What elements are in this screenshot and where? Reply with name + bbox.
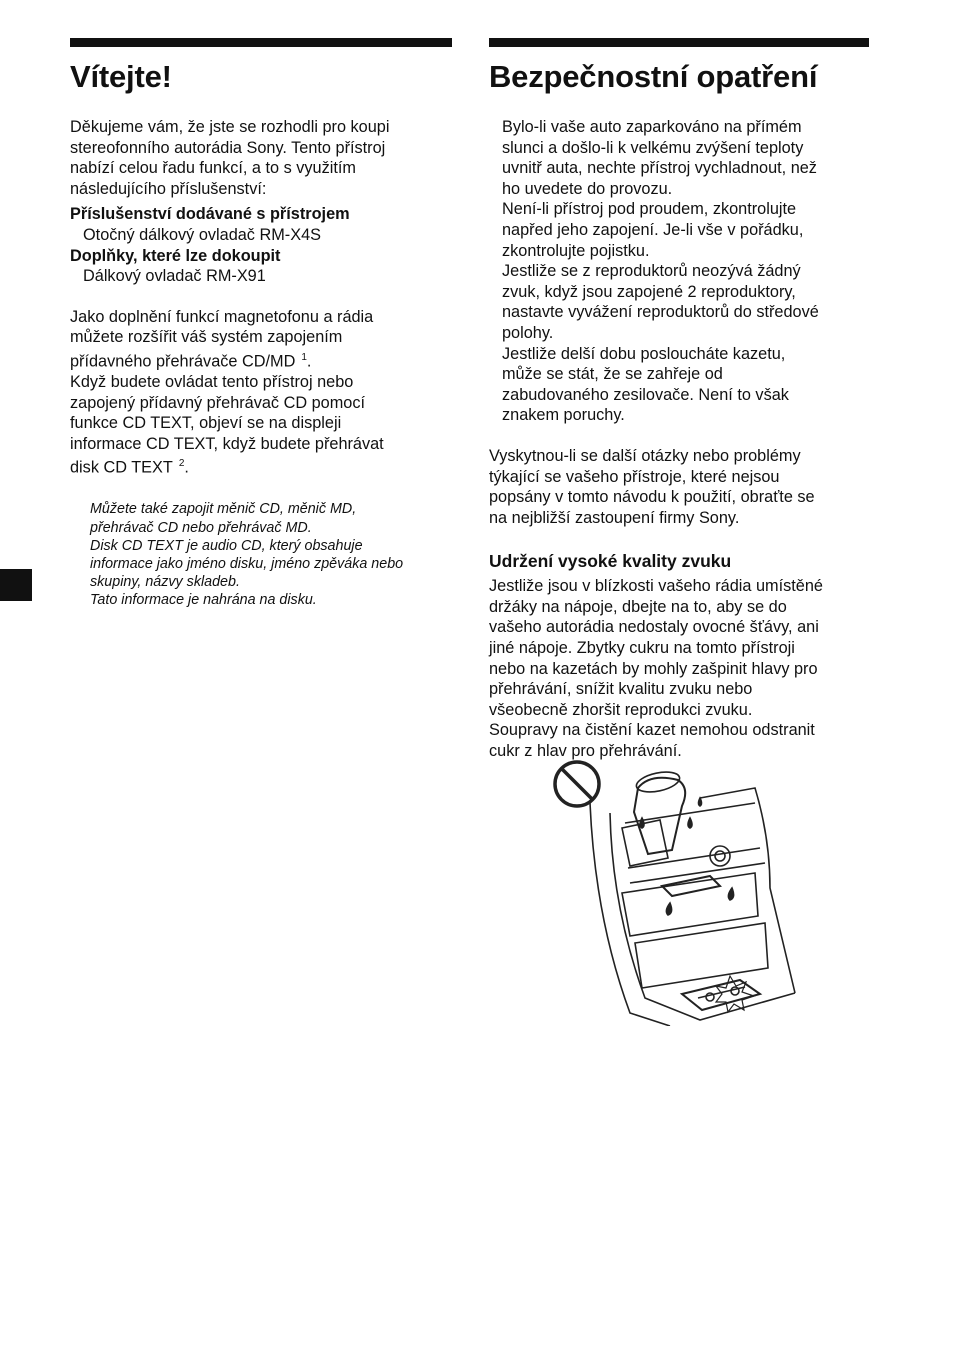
body-line: na nejbližší zastoupení firmy Sony. xyxy=(489,508,740,527)
accessories-heading: Příslušenství dodávané s přístrojem xyxy=(70,205,350,224)
safety-title: Bezpečnostní opatření xyxy=(489,59,818,94)
body-line: Když budete ovládat tento přístroj nebo xyxy=(70,372,354,391)
bullet-line: znakem poruchy. xyxy=(502,406,625,425)
safety-column xyxy=(489,38,869,762)
safety-bullets xyxy=(489,117,869,426)
bullet-line: může se stát, že se zahřeje od xyxy=(502,365,723,384)
body-line: všeobecně zhoršit reprodukci zvuku. xyxy=(489,700,753,719)
sound-quality-heading: Udržení vysoké kvality zvuku xyxy=(489,551,732,572)
heading-rule xyxy=(489,38,869,47)
intro-line: Děkujeme vám, že jste se rozhodli pro koupi xyxy=(70,118,390,136)
footnote-line: informace jako jméno disku, jméno zpěváka nebo xyxy=(90,555,404,572)
bullet-line: napřed jeho zapojení. Je-li vše v pořádku, xyxy=(502,220,804,239)
bullet-line: polohy. xyxy=(502,323,554,342)
footnote-line: Tato informace je nahrána na disku. xyxy=(90,592,317,609)
body-line: vašeho autorádia nedostaly ovocné šťávy, ani xyxy=(489,618,819,637)
body-line: držáky na nápoje, dbejte na to, aby se do xyxy=(489,597,787,616)
body-line: cukr z hlav pro přehrávání. xyxy=(489,742,682,761)
body-line: můžete rozšířit váš systém zapojením xyxy=(70,328,343,347)
body-line: Soupravy na čistění kazet nemohou odstranit xyxy=(489,721,815,740)
footnote-ref: 2 xyxy=(178,458,185,470)
section-tab-marker xyxy=(0,569,32,601)
body-line: jiné nápoje. Zbytky cukru na tomto přístroji xyxy=(489,639,795,658)
bullet-line: uvnitř auta, nechte přístroj vychladnout, než xyxy=(502,159,817,178)
footnote-ref: 1 xyxy=(301,351,307,363)
body-line: nebo na kazetách by mohly zašpinit hlavy pro xyxy=(489,659,818,678)
no-drinks-illustration xyxy=(550,758,800,1026)
bullet-line: Není-li přístroj pod proudem, zkontrolujte xyxy=(502,200,797,219)
body-line: přehrávání, snížit kvalitu zvuku nebo xyxy=(489,680,753,699)
body-line: Jestliže jsou v blízkosti vašeho rádia umístěné xyxy=(489,577,823,596)
bullet-line: Jestliže delší dobu posloucháte kazetu, xyxy=(502,344,786,363)
footnote-line: Můžete také zapojit měnič CD, měnič MD, xyxy=(90,501,357,518)
body-line: týkající se vašeho přístroje, které nejsou xyxy=(489,467,780,486)
no-drinks-near-car-stereo-icon xyxy=(550,758,800,1026)
body-line: Jako doplnění funkcí magnetofonu a rádia xyxy=(70,307,374,326)
body-line: disk CD TEXT $^2$. xyxy=(70,458,189,477)
accessories-item: Otočný dálkový ovladač RM-X4S xyxy=(83,225,321,244)
bullet-line: zabudovaného zesilovače. Není to však xyxy=(502,385,789,404)
body-line: Vyskytnou-li se další otázky nebo problémy xyxy=(489,446,801,465)
bullet-line: Bylo-li vaše auto zaparkováno na přímém xyxy=(502,118,802,136)
footnote-line: skupiny, názvy skladeb. xyxy=(90,574,240,591)
footnote-line: přehrávač CD nebo přehrávač MD. xyxy=(90,519,312,536)
bullet-line: slunci a došlo-li k velkému zvýšení teploty xyxy=(502,138,804,157)
footnote-line: Disk CD TEXT je audio CD, který obsahuje xyxy=(90,537,363,554)
intro-line: následujícího příslušenství: xyxy=(70,179,267,198)
body-line: zapojený přídavný přehrávač CD pomocí xyxy=(70,393,366,412)
welcome-column xyxy=(70,38,452,610)
welcome-title: Vítejte! xyxy=(70,59,172,94)
bullet-line: Jestliže se z reproduktorů neozývá žádný xyxy=(502,262,801,281)
bullet-line: zkontrolujte pojistku. xyxy=(502,241,650,260)
bullet-line: zvuk, když jsou zapojené 2 reproduktory, xyxy=(502,282,796,301)
body-line: přídavného přehrávače CD/MD $^1$. xyxy=(70,351,312,371)
body-line: informace CD TEXT, když budete přehrávat xyxy=(70,434,384,453)
intro-line: nabízí celou řadu funkcí, a to s využitím xyxy=(70,159,356,178)
body-line: funkce CD TEXT, objeví se na displeji xyxy=(70,414,342,433)
options-item: Dálkový ovladač RM-X91 xyxy=(83,267,266,286)
heading-rule xyxy=(70,38,452,47)
bullet-line: ho uvedete do provozu. xyxy=(502,179,673,198)
footnotes xyxy=(70,500,452,609)
bullet-line: nastavte vyvážení reproduktorů do středové xyxy=(502,303,819,322)
body-line: popsány v tomto návodu k použití, obraťte se xyxy=(489,488,815,507)
intro-line: stereofonního autorádia Sony. Tento přístroj xyxy=(70,138,386,157)
options-heading: Doplňky, které lze dokoupit xyxy=(70,246,281,265)
